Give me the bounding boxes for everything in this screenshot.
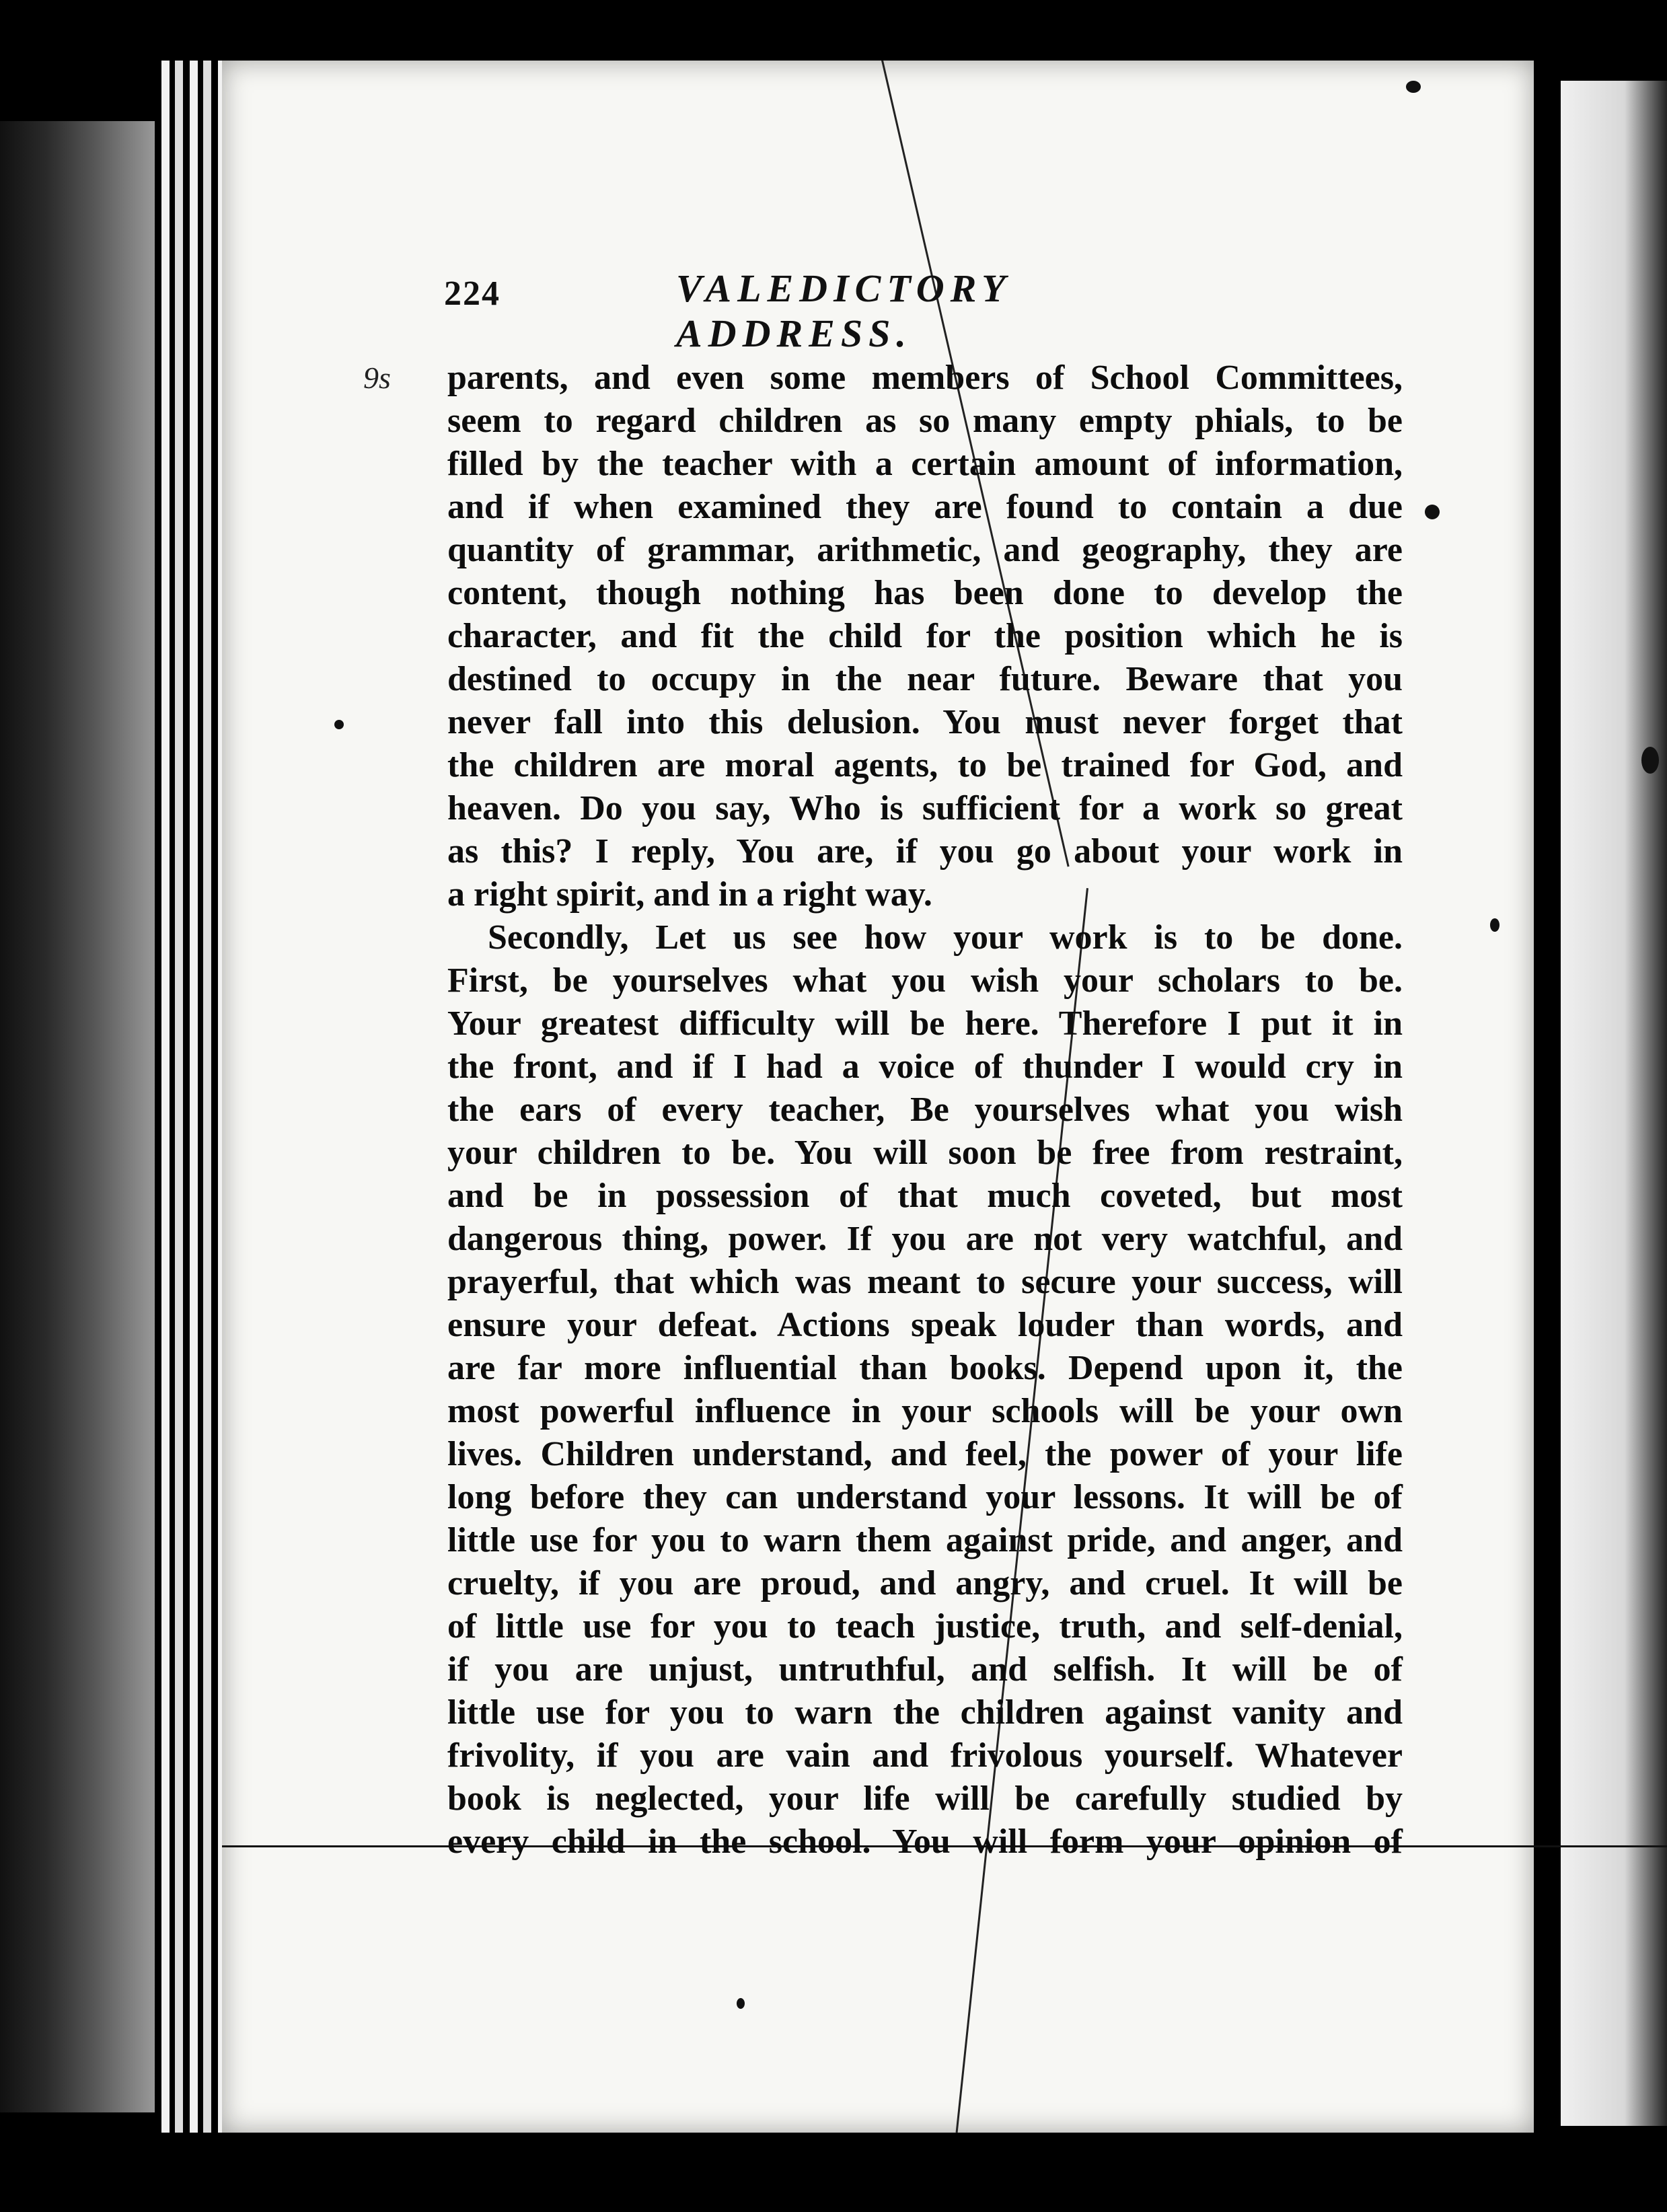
- text-line: little use for you to warn the children against vanity and: [447, 1693, 1403, 1732]
- text-line: ensure your defeat. Actions speak louder than words, and: [447, 1306, 1403, 1344]
- text-line: every child in the school. You will form your opinion of: [447, 1822, 1403, 1861]
- text-line: of little use for you to teach justice, truth, and self-denial,: [447, 1607, 1403, 1646]
- dust-speck: [1641, 747, 1659, 774]
- text-line: your children to be. You will soon be free from restraint,: [447, 1134, 1403, 1172]
- text-line: dangerous thing, power. If you are not very watchful, and: [447, 1220, 1403, 1258]
- text-line: the ears of every teacher, Be yourselves what you wish: [447, 1091, 1403, 1129]
- text-line: are far more influential than books. Depend upon it, the: [447, 1349, 1403, 1387]
- text-line: most powerful influence in your schools will be your own: [447, 1392, 1403, 1430]
- text-line: seem to regard children as so many empty phials, to be: [447, 402, 1403, 440]
- dust-speck: [1425, 505, 1440, 519]
- text-line: a right spirit, and in a right way.: [447, 875, 932, 914]
- dust-speck: [334, 720, 344, 729]
- text-line: book is neglected, your life will be carefully studied by: [447, 1779, 1403, 1818]
- page-stack-edges: [155, 61, 222, 2133]
- text-line: little use for you to warn them against pride, and anger, and: [447, 1521, 1403, 1559]
- facing-page-edge: [1561, 81, 1667, 2126]
- scan-border-right: [1534, 61, 1561, 2133]
- text-line: and be in possession of that much coveted, but most: [447, 1177, 1403, 1215]
- text-line: parents, and even some members of School Committees,: [447, 359, 1403, 397]
- text-line: Your greatest difficulty will be here. Therefore I put it in: [447, 1004, 1403, 1043]
- book-binding-shadow: [0, 121, 155, 2112]
- text-line: and if when examined they are found to contain a due: [447, 488, 1403, 526]
- text-line: frivolity, if you are vain and frivolous yourself. Whatever: [447, 1736, 1403, 1775]
- text-line: character, and fit the child for the position which he is: [447, 617, 1403, 655]
- text-line: filled by the teacher with a certain amount of information,: [447, 445, 1403, 483]
- text-line: the front, and if I had a voice of thunder I would cry in: [447, 1047, 1403, 1086]
- page-header: [444, 266, 1231, 355]
- text-line: cruelty, if you are proud, and angry, and cruel. It will be: [447, 1564, 1403, 1602]
- text-line: prayerful, that which was meant to secure your success, will: [447, 1263, 1403, 1301]
- text-line: lives. Children understand, and feel, the power of your life: [447, 1435, 1403, 1473]
- dust-speck: [1490, 918, 1499, 932]
- text-line: destined to occupy in the near future. Beware that you: [447, 660, 1403, 698]
- text-line: the children are moral agents, to be trained for God, and: [447, 746, 1403, 784]
- body-text: [447, 357, 1403, 1864]
- text-line: First, be yourselves what you wish your scholars to be.: [447, 961, 1403, 1000]
- text-line: heaven. Do you say, Who is sufficient for a work so great: [447, 789, 1403, 827]
- dust-speck: [737, 1998, 745, 2009]
- dust-speck: [1406, 81, 1421, 93]
- text-line: Secondly, Let us see how your work is to be done.: [488, 918, 1403, 957]
- text-line: as this? I reply, You are, if you go about your work in: [447, 832, 1403, 871]
- text-line: quantity of grammar, arithmetic, and geography, they are: [447, 531, 1403, 569]
- text-line: never fall into this delusion. You must never forget that: [447, 703, 1403, 741]
- text-line: long before they can understand your lessons. It will be of: [447, 1478, 1403, 1516]
- margin-annotation: 9s: [363, 361, 391, 395]
- text-line: content, though nothing has been done to develop the: [447, 574, 1403, 612]
- running-title: VALEDICTORY ADDRESS.: [676, 266, 1010, 355]
- page-number: 224: [444, 274, 501, 313]
- text-line: if you are unjust, untruthful, and selfish. It will be of: [447, 1650, 1403, 1689]
